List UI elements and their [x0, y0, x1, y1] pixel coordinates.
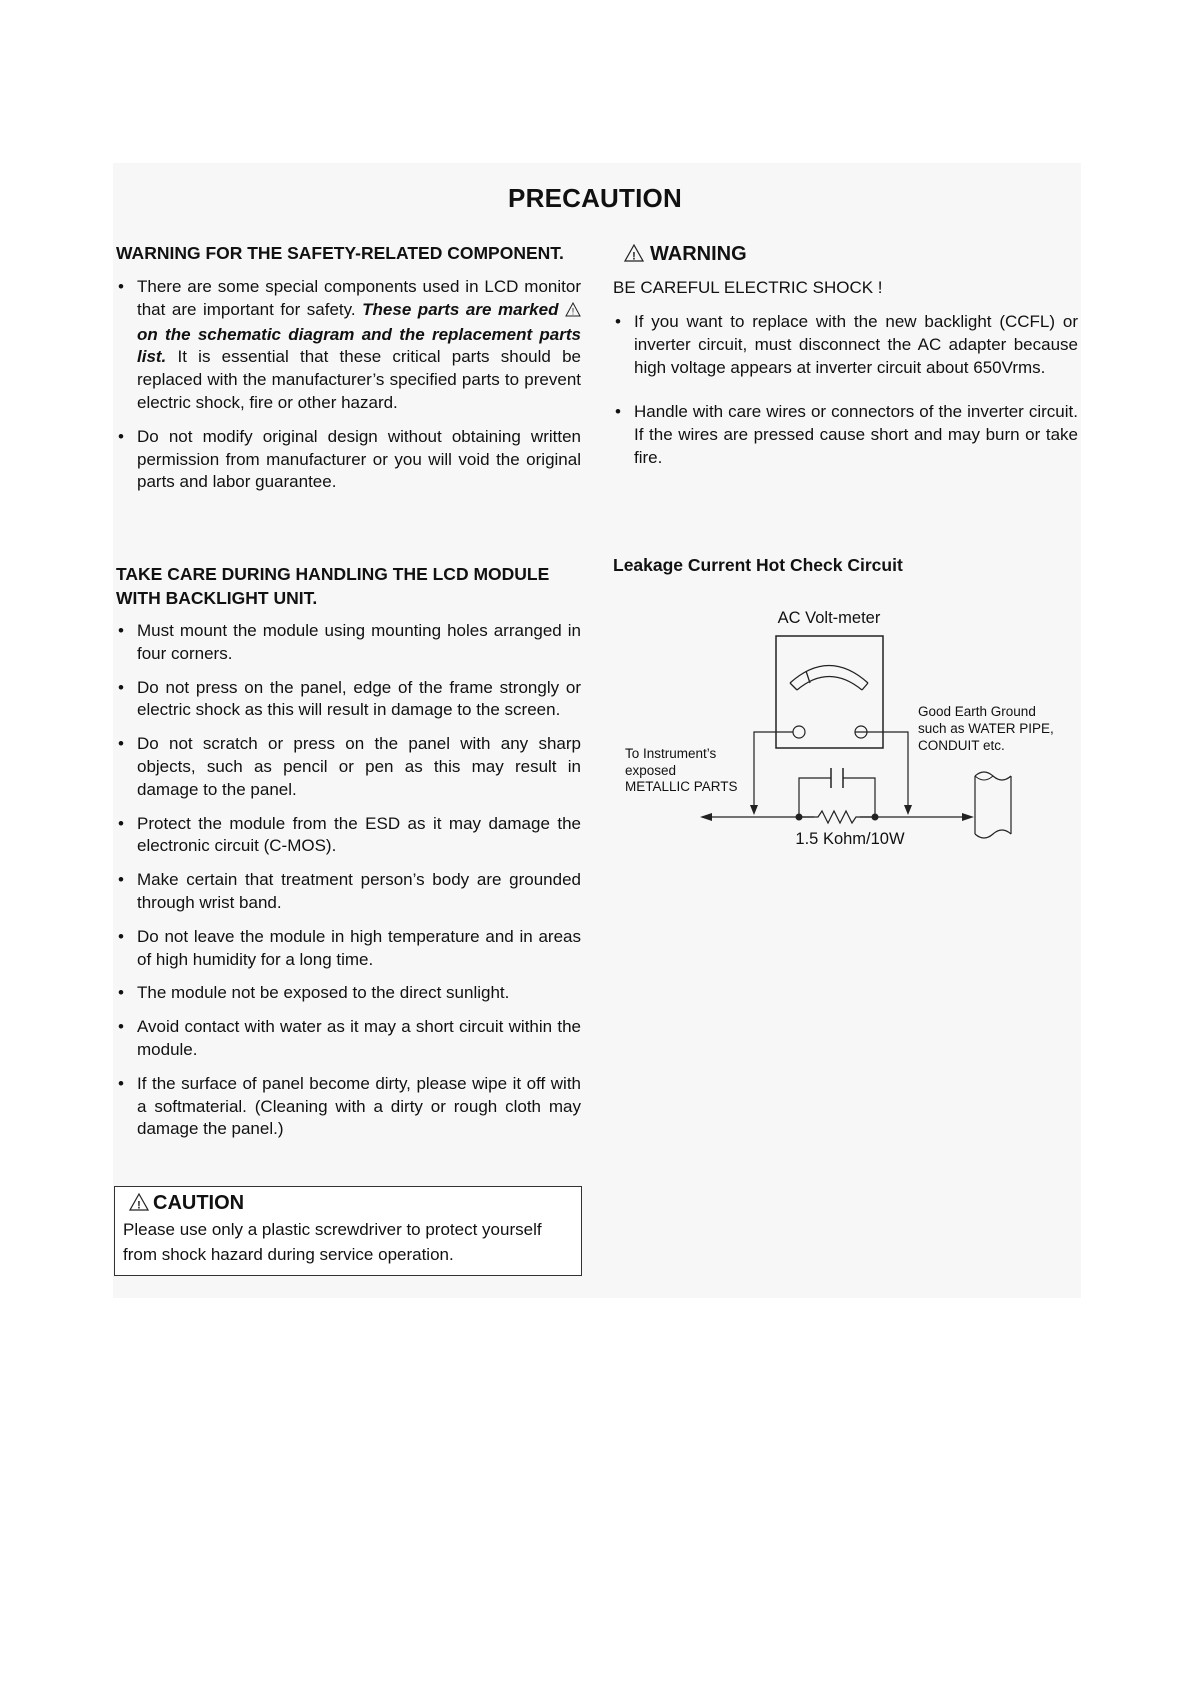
page-title: PRECAUTION [508, 183, 682, 213]
list-item: • Must mount the module using mounting holes arranged in four corners. [116, 620, 581, 666]
meter-label: AC Volt-meter [777, 609, 881, 627]
meter-terminal-left [793, 726, 805, 738]
list-item: • If the surface of panel become dirty, please wipe it off with a softmaterial. (Cleaning with a dirty or rough cloth may damage the panel.) [116, 1073, 581, 1141]
wire-right [855, 732, 908, 812]
pipe-bottom [975, 830, 1011, 838]
list-item-emphasis-2: on the schematic diagram and the replacement parts list. [137, 324, 581, 367]
list-item: • Protect the module from the ESD as it may damage the electronic circuit (C-MOS). [116, 813, 581, 859]
list-item: • Do not leave the module in high temperature and in areas of high humidity for a long time. [116, 926, 581, 972]
meter-scale-left-edge [790, 683, 797, 690]
meter-scale-inner [797, 677, 862, 691]
instrument-label-line3: METALLIC PARTS [625, 779, 738, 794]
caution-title: CAUTION [153, 1192, 245, 1214]
lcd-handling-heading-line1: TAKE CARE DURING HANDLING THE LCD MODULE [116, 564, 550, 584]
warning-subtitle: BE CAREFUL ELECTRIC SHOCK ! [613, 278, 883, 297]
list-item-text-2: It is essential that these critical parts should be replaced with the manufacturer’s specified parts to prevent electric shock, fire or other hazard. [137, 347, 581, 412]
list-item: • Avoid contact with water as it may a short circuit within the module. [116, 1016, 581, 1062]
meter-needle [806, 671, 810, 683]
earth-label-line2: such as WATER PIPE, [918, 721, 1054, 736]
arrow-right [962, 813, 974, 821]
list-item: • Do not modify original design without obtaining written permission from manufacturer or you will void the original parts and labor guarantee. [116, 426, 581, 494]
pipe-top-inner [975, 776, 993, 780]
arrow-left [700, 813, 712, 821]
safety-component-heading: WARNING FOR THE SAFETY-RELATED COMPONENT. [116, 243, 564, 263]
caution-text-line1: Please use only a plastic screwdriver to protect yourself [123, 1220, 542, 1239]
list-item: • If you want to replace with the new backlight (CCFL) or inverter circuit, must disconnect the AC adapter because high voltage appears at inverter circuit about 650Vrms. [613, 311, 1078, 379]
list-item: • Make certain that treatment person’s body are grounded through wrist band. [116, 869, 581, 915]
list-item: • Handle with care wires or connectors of the inverter circuit. If the wires are pressed cause short and may burn or take fire. [613, 401, 1078, 469]
junction-right [872, 814, 879, 821]
earth-label-line1: Good Earth Ground [918, 704, 1036, 719]
list-item-emphasis: These parts are marked [362, 299, 559, 319]
earth-label-line3: CONDUIT etc. [918, 738, 1005, 753]
list-item: • Do not scratch or press on the panel with any sharp objects, such as pencil or pen as this may result in damage to the panel. [116, 733, 581, 801]
warning-title: WARNING [650, 243, 747, 265]
instrument-label-line2: exposed [625, 763, 677, 778]
circuit-heading: Leakage Current Hot Check Circuit [613, 555, 903, 575]
resistor-label: 1.5 Kohm/10W [795, 830, 905, 848]
wire-left [754, 732, 793, 812]
list-item-text: There are some special components used in LCD monitor that are important for safety. [137, 277, 581, 319]
instrument-label-line1: To Instrument’s [625, 746, 717, 761]
list-item: • Do not press on the panel, edge of the frame strongly or electric shock as this will result in damage to the screen. [116, 677, 581, 723]
arrow-left-down [750, 805, 758, 815]
svg-text:!: ! [632, 250, 636, 262]
list-item: • The module not be exposed to the direct sunlight. [116, 982, 581, 1005]
junction-left [796, 814, 803, 821]
caution-text-line2: from shock hazard during service operation. [123, 1245, 454, 1264]
svg-text:!: ! [571, 306, 575, 317]
svg-text:!: ! [137, 1199, 141, 1211]
meter-scale-right-edge [862, 683, 868, 690]
meter-scale-outer [790, 666, 868, 684]
arrow-right-down [904, 805, 912, 815]
lcd-handling-heading-line2: WITH BACKLIGHT UNIT. [116, 588, 318, 608]
